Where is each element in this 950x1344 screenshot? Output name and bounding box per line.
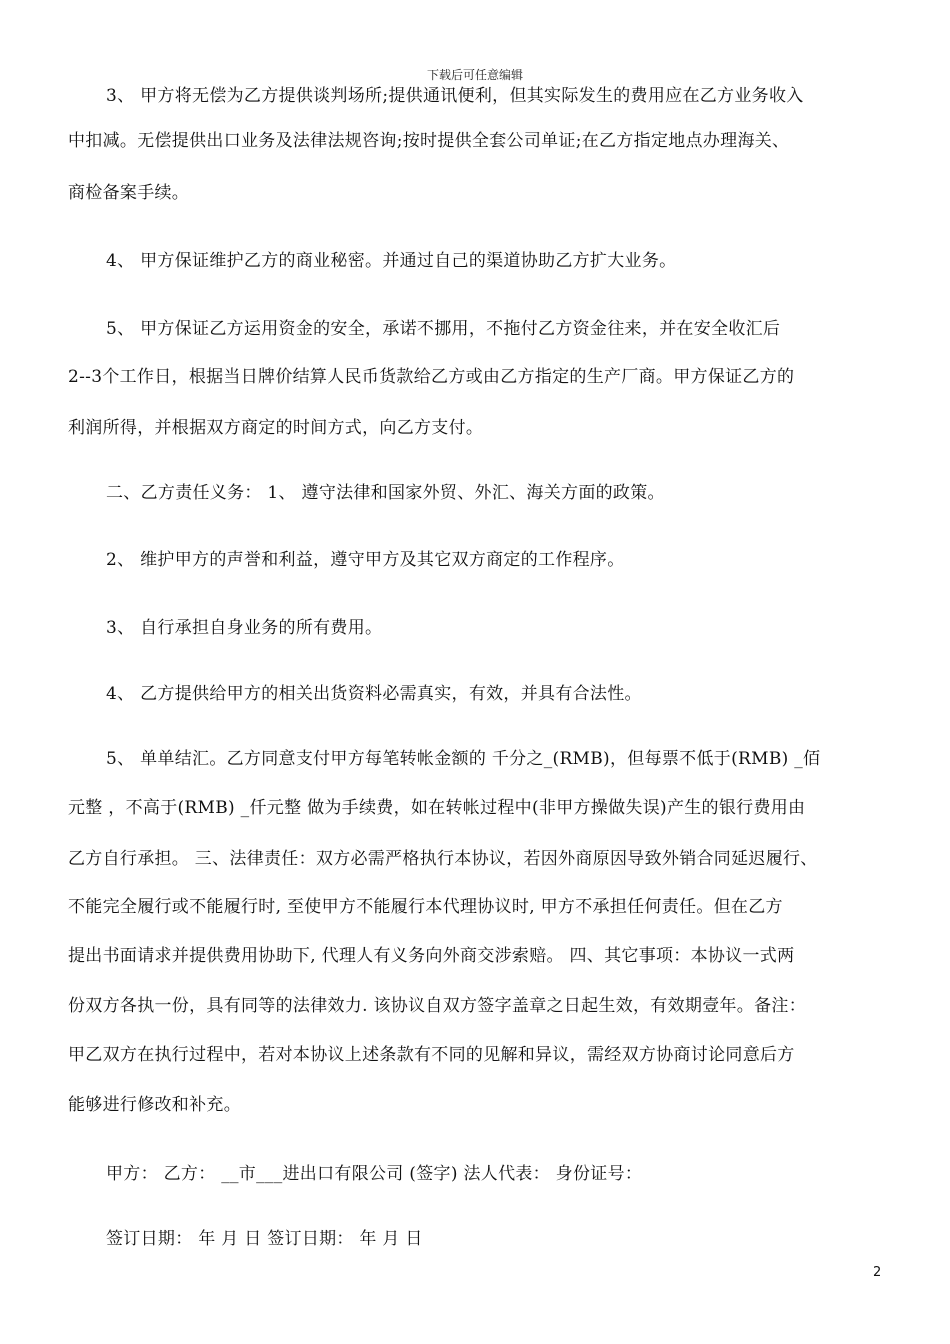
paragraph-line: 商检备案手续。	[68, 183, 190, 203]
paragraph-line: 份双方各执一份，具有同等的法律效力. 该协议自双方签字盖章之日起生效，有效期壹年。备注：	[68, 996, 807, 1016]
signature-line: 甲方： 乙方： __市___进出口有限公司 (签字) 法人代表： 身份证号：	[106, 1164, 643, 1184]
paragraph-line: 2、 维护甲方的声誉和利益，遵守甲方及其它双方商定的工作程序。	[106, 550, 625, 570]
paragraph-line: 2--3个工作日，根据当日牌价结算人民币货款给乙方或由乙方指定的生产厂商。甲方保证乙方的	[68, 367, 795, 387]
paragraph-line: 能够进行修改和补充。	[68, 1095, 241, 1115]
paragraph-line: 5、 甲方保证乙方运用资金的安全，承诺不挪用，不拖付乙方资金往来，并在安全收汇后	[106, 319, 781, 339]
date-line: 签订日期： 年 月 日 签订日期： 年 月 日	[106, 1229, 423, 1249]
paragraph-line: 甲乙双方在执行过程中，若对本协议上述条款有不同的见解和异议，需经双方协商讨论同意后方	[68, 1045, 795, 1065]
paragraph-line: 4、 乙方提供给甲方的相关出货资料必需真实，有效，并具有合法性。	[106, 684, 642, 704]
paragraph-line: 利润所得，并根据双方商定的时间方式，向乙方支付。	[68, 418, 484, 438]
paragraph-line: 二、乙方责任义务： 1、 遵守法律和国家外贸、外汇、海关方面的政策。	[106, 483, 665, 503]
paragraph-line: 4、 甲方保证维护乙方的商业秘密。并通过自己的渠道协助乙方扩大业务。	[106, 251, 677, 271]
page-number: 2	[873, 1265, 882, 1280]
paragraph-line: 3、 自行承担自身业务的所有费用。	[106, 618, 383, 638]
paragraph-line: 不能完全履行或不能履行时, 至使甲方不能履行本代理协议时, 甲方不承担任何责任。但在乙方	[68, 897, 783, 917]
paragraph-line: 提出书面请求并提供费用协助下, 代理人有义务向外商交涉索赔。 四、其它事项：本协议一式两	[68, 946, 795, 966]
document-header: 下载后可任意编辑	[426, 68, 523, 82]
paragraph-line: 5、 单单结汇。乙方同意支付甲方每笔转帐金额的 千分之_(RMB)，但每票不低于(RMB) _佰	[106, 749, 821, 769]
paragraph-line: 元整 ，不高于(RMB) _仟元整 做为手续费，如在转帐过程中(非甲方操做失误)产生的银行费用由	[68, 798, 806, 818]
paragraph-line: 中扣减。无偿提供出口业务及法律法规咨询;按时提供全套公司单证;在乙方指定地点办理海关、	[68, 131, 790, 151]
paragraph-line: 乙方自行承担。 三、法律责任：双方必需严格执行本协议，若因外商原因导致外销合同延迟履行、	[68, 849, 818, 869]
paragraph-line: 3、 甲方将无偿为乙方提供谈判场所;提供通讯便利，但其实际发生的费用应在乙方业务收入	[106, 86, 804, 106]
